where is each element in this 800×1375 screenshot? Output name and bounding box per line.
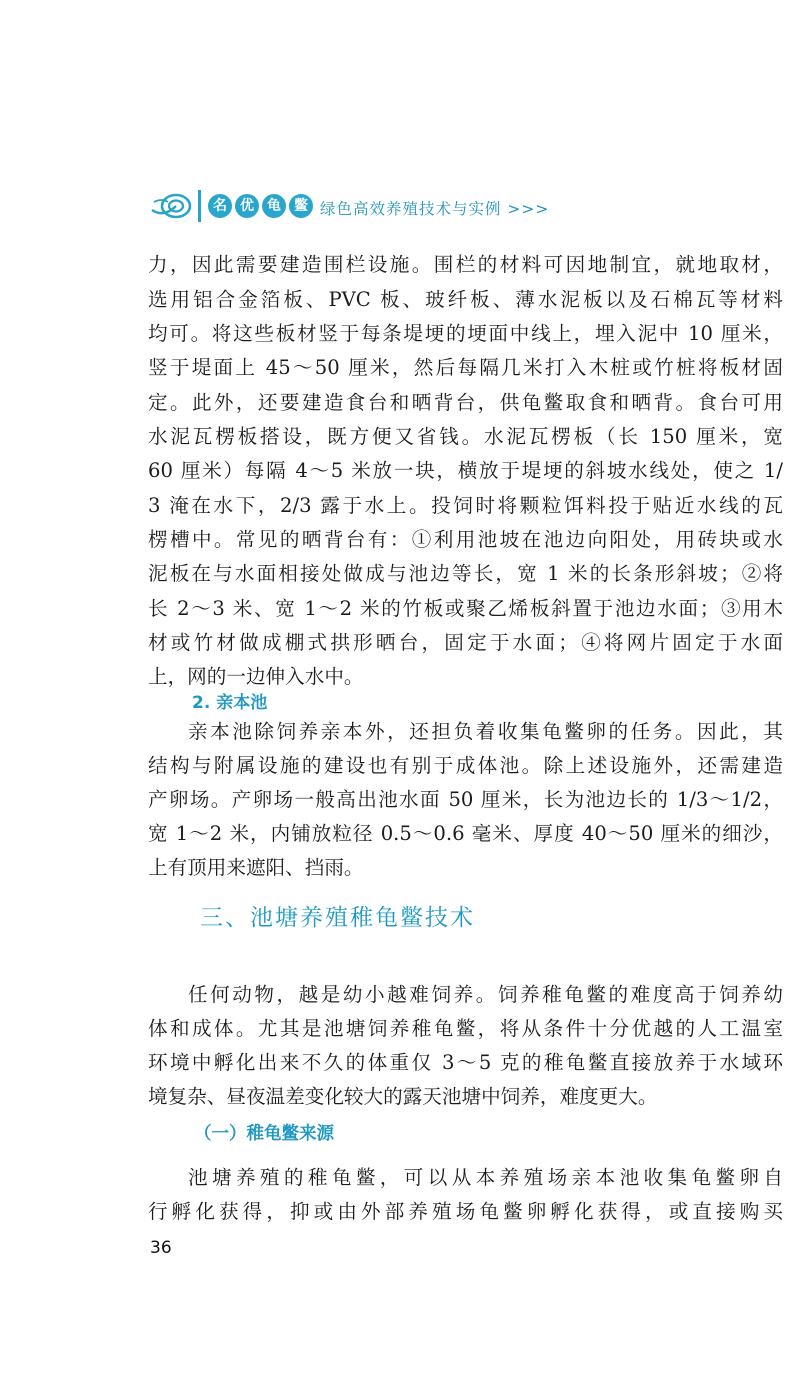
text-line: 水泥瓦楞板搭设，既方便又省钱。水泥瓦楞板（长 150 厘米，宽 [148,425,783,448]
text-line: 60 厘米）每隔 4～5 米放一块，横放于堤埂的斜坡水线处，使之 1/ [148,459,783,482]
title-badge: 鳖 [289,194,313,218]
text-line: 结构与附属设施的建设也有别于成体池。除上述设施外，还需建造 [148,754,783,777]
text-line: 材或竹材做成棚式拱形晒台，固定于水面；④将网片固定于水面 [148,631,783,654]
text-line: 定。此外，还要建造食台和晒背台，供龟鳖取食和晒背。食台可用 [148,391,783,414]
text-line: 产卵场。产卵场一般高出池水面 50 厘米，长为池边长的 1/3～1/2， [148,788,783,811]
text-line: 宽 1～2 米，内铺放粒径 0.5～0.6 毫米、厚度 40～50 厘米的细沙， [148,822,783,845]
text-line: 泥板在与水面相接处做成与池边等长，宽 1 米的长条形斜坡；②将 [148,562,783,585]
text-line: 亲本池除饲养亲本外，还担负着收集龟鳖卵的任务。因此，其 [188,720,783,743]
title-badge: 龟 [262,194,286,218]
header-divider [198,190,201,222]
text-line: 池塘养殖的稚龟鳖，可以从本养殖场亲本池收集龟鳖卵自 [188,1166,783,1189]
text-line: 体和成体。尤其是池塘饲养稚龟鳖，将从条件十分优越的人工温室 [148,1017,783,1040]
text-line: 长 2～3 米、宽 1～2 米的竹板或聚乙烯板斜置于池边水面；③用木 [148,597,783,620]
text-line: 任何动物，越是幼小越难饲养。饲养稚龟鳖的难度高于饲养幼 [188,983,783,1006]
text-line: 行孵化获得，抑或由外部养殖场龟鳖卵孵化获得，或直接购买 [148,1200,783,1223]
book-title-badges [208,194,313,218]
text-line: 选用铝合金箔板、PVC 板、玻纤板、薄水泥板以及石棉瓦等材料 [148,288,783,311]
text-line: 竖于堤面上 45～50 厘米，然后每隔几米打入木桩或竹桩将板材固 [148,356,783,379]
subheading-parent-pond: 2. 亲本池 [192,693,268,713]
text-line: 上，网的一边伸入水中。 [148,665,364,688]
title-badge: 优 [235,194,259,218]
running-header [150,186,750,226]
text-line: 环境中孵化出来不久的体重仅 3～5 克的稚龟鳖直接放养于水域环 [148,1051,783,1074]
section-heading: 三、池塘养殖稚龟鳖技术 [200,905,475,931]
text-line: 3 淹在水下，2/3 露于水上。投饲时将颗粒饵料投于贴近水线的瓦 [148,494,783,517]
swirl-logo-icon [150,188,194,224]
text-line: 楞槽中。常见的晒背台有：①利用池坡在池边向阳处，用砖块或水 [148,528,783,551]
text-line: 力，因此需要建造围栏设施。围栏的材料可因地制宜，就地取材， [148,253,783,276]
book-subtitle: 绿色高效养殖技术与实例 >>> [320,200,550,218]
text-line: 均可。将这些板材竖于每条堤埂的埂面中线上，埋入泥中 10 厘米， [148,322,783,345]
text-line: 上有顶用来遮阳、挡雨。 [148,856,364,879]
subsection-heading: （一）稚龟鳖来源 [194,1124,334,1144]
title-badge: 名 [208,194,232,218]
text-line: 境复杂、昼夜温差变化较大的露天池塘中饲养，难度更大。 [148,1085,658,1108]
page-number: 36 [150,1238,172,1258]
